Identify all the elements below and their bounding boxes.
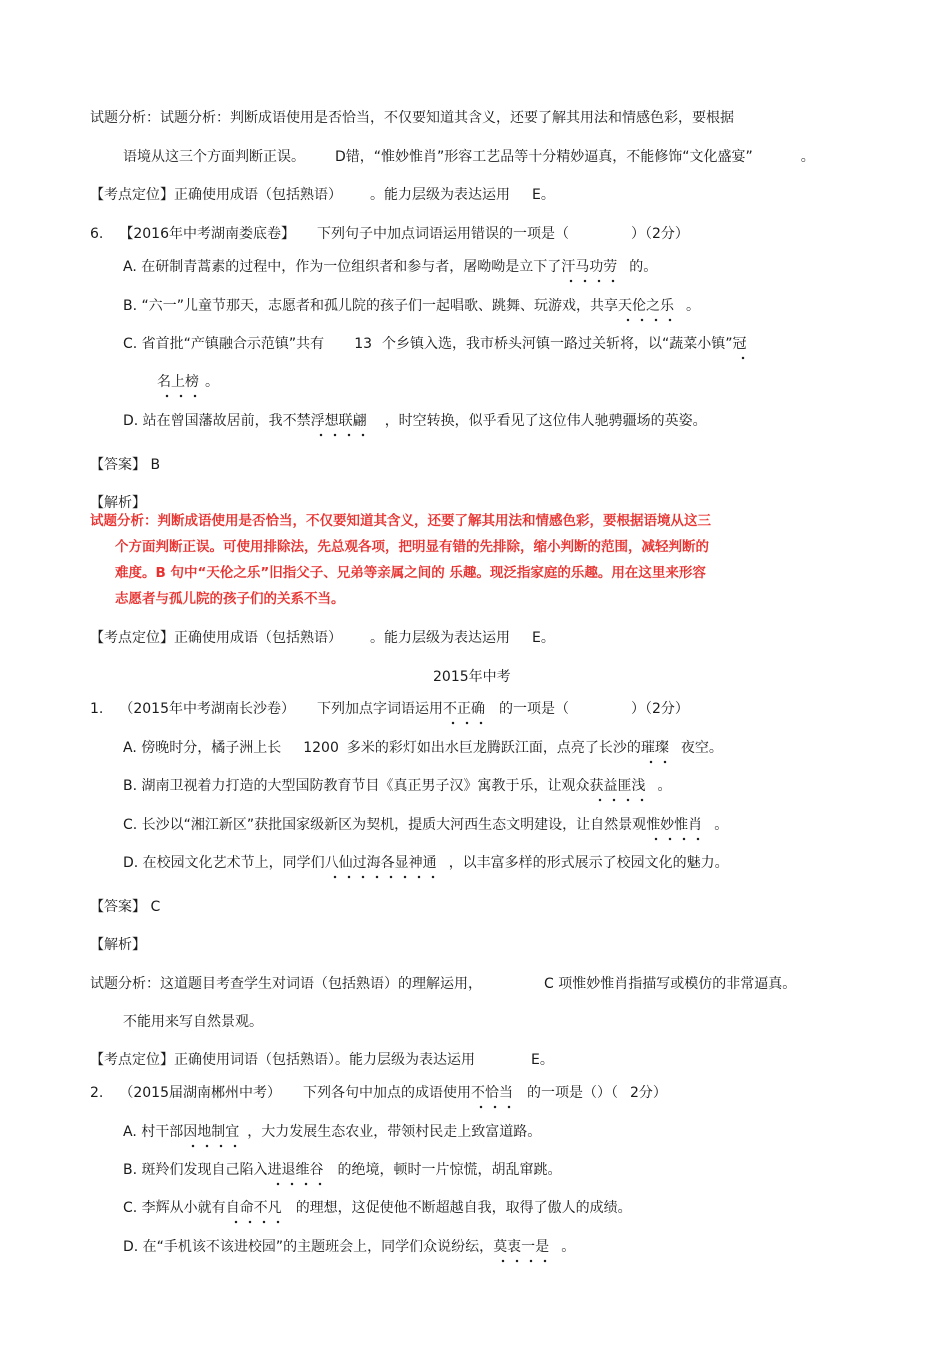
text-segment: 2分） — [630, 1085, 667, 1101]
text-segment: C. 李辉从小就有 — [123, 1200, 226, 1216]
red-analysis-line: 难度。B 句中“天伦之乐”旧指父子、兄弟等亲属之间的 乐趣。现泛指家庭的乐趣。用在这里来形容 — [115, 565, 706, 581]
analysis-text — [90, 974, 796, 994]
text-segment: 。能力层级为表达运用 — [370, 630, 510, 646]
question-number: 2. — [90, 1085, 104, 1101]
text-segment: 的一项是（）（ — [527, 1085, 618, 1101]
question-source: 【2016年中考湖南娄底卷】 — [119, 226, 295, 242]
dotted-term: 获益匪浅 — [589, 778, 646, 794]
text-segment: ，以丰富多样的形式展示了校园文化的魅力。 — [448, 855, 729, 871]
text-segment: 试题分析：这道题目考查学生对词语（包括熟语）的理解运用， — [90, 976, 482, 992]
red-analysis-line: 试题分析：判断成语使用是否恰当，不仅要知道其含义，还要了解其用法和情感色彩，要根据语境从这三 — [90, 513, 711, 529]
text-segment: ）（2分） — [631, 701, 689, 717]
text-segment: B. 斑羚们发现自己陷入 — [123, 1162, 268, 1178]
text-segment: D. 站在曾国藩故居前，我不禁 — [123, 413, 311, 429]
dotted-term: 天伦之乐 — [618, 298, 675, 314]
analysis-text — [123, 147, 815, 167]
text-segment: 的理想，这促使他不断超越自我，取得了傲人的成绩。 — [295, 1200, 632, 1216]
section-title: 2015年中考 — [433, 669, 511, 685]
text-segment: A. 村干部 — [123, 1124, 184, 1140]
text-segment: C 项惟妙惟肖指描写或模仿的非常逼真。 — [544, 976, 797, 992]
text-segment: E。 — [532, 630, 555, 646]
option-b — [123, 776, 672, 796]
text-segment: A. 傍晚时分，橘子洲上长 — [123, 740, 282, 756]
text-segment: 夜空。 — [680, 740, 723, 756]
text-segment: 语境从这三个方面判断正误。 — [123, 149, 305, 165]
dotted-term: 浮想联翩 — [310, 413, 367, 429]
option-a — [123, 1122, 541, 1142]
answer-line: 【答案】 B — [90, 457, 161, 473]
question-source: （2015届湖南郴州中考） — [119, 1085, 281, 1101]
text-segment: 。能力层级为表达运用 — [370, 187, 510, 203]
dotted-term: 因地制宜 — [183, 1124, 240, 1140]
text-segment: E。 — [532, 187, 555, 203]
text-segment: ，时空转换，似乎看见了这位伟人驰骋疆场的英姿。 — [384, 413, 707, 429]
jiexi-label: 【解析】 — [90, 495, 146, 511]
red-analysis-line: 个方面判断正误。可使用排除法，先总观各项，把明显有错的先排除，缩小判断的范围，减轻判断的 — [115, 539, 709, 555]
text-segment: E。 — [531, 1052, 554, 1068]
text-segment: 【考点定位】正确使用成语（包括熟语） — [90, 630, 342, 646]
dotted-term: 惟妙惟肖 — [646, 817, 703, 833]
text-segment: C. 省首批“产镇融合示范镇”共有 — [123, 336, 325, 352]
dotted-term: 八仙过海各显神通 — [324, 855, 437, 871]
option-d — [123, 853, 729, 873]
text-segment: 【考点定位】正确使用成语（包括熟语） — [90, 187, 342, 203]
analysis-text: 不能用来写自然景观。 — [123, 1014, 263, 1030]
option-c — [123, 815, 728, 835]
text-segment: 。 — [205, 374, 219, 390]
dotted-term: 汗马功劳 — [561, 259, 618, 275]
text-segment: 的。 — [629, 259, 658, 275]
dotted-term: 自命不凡 — [225, 1200, 282, 1216]
dotted-term: 不恰当 — [471, 1085, 513, 1101]
dotted-term: 莫衷一是 — [493, 1239, 550, 1255]
question-1-stem — [90, 699, 689, 719]
question-source: （2015年中考湖南长沙卷） — [119, 701, 295, 717]
text-segment: D. 在校园文化艺术节上，同学们 — [123, 855, 325, 871]
question-2-stem — [90, 1083, 667, 1103]
text-segment: A. 在研制青蒿素的过程中，作为一位组织者和参与者，屠呦呦是立下了 — [123, 259, 562, 275]
text-segment: 下列加点字词语运用 — [317, 701, 443, 717]
red-analysis-line: 志愿者与孤儿院的孩子们的关系不当。 — [115, 591, 345, 607]
text-segment: 的绝境，顿时一片惊慌，胡乱窜跳。 — [337, 1162, 562, 1178]
text-segment: 。 — [657, 778, 672, 794]
text-segment: B. “六一”儿童节那天，志愿者和孤儿院的孩子们一起唱歌、跳舞、玩游戏，共享 — [123, 298, 619, 314]
text-segment: C. 长沙以“湘江新区”获批国家级新区为契机，提质大河西生态文明建设，让自然景观 — [123, 817, 647, 833]
text-segment: 。 — [714, 817, 729, 833]
question-6-stem — [90, 224, 689, 244]
dotted-term: 冠 — [732, 336, 747, 352]
text-segment: 。 — [561, 1239, 576, 1255]
answer-line: 【答案】 C — [90, 899, 161, 915]
text-segment: 1200 — [303, 740, 339, 756]
option-c — [123, 334, 747, 354]
kaodian-line — [90, 628, 555, 648]
option-c-continued — [157, 372, 219, 392]
text-segment: 【考点定位】正确使用词语（包括熟语）。能力层级为表达运用 — [90, 1052, 475, 1068]
question-number: 6. — [90, 226, 104, 242]
text-segment: 下列句子中加点词语运用错误的一项是（ — [317, 226, 569, 242]
text-segment: 的一项是（ — [499, 701, 569, 717]
text-segment: B. 湖南卫视着力打造的大型国防教育节目《真正男子汉》寓教于乐，让观众 — [123, 778, 590, 794]
option-b — [123, 296, 700, 316]
text-segment: 13 — [354, 336, 373, 352]
question-number: 1. — [90, 701, 104, 717]
kaodian-line — [90, 1050, 554, 1070]
text-segment: 下列各句中加点的成语使用 — [303, 1085, 471, 1101]
option-b — [123, 1160, 562, 1180]
option-a — [123, 738, 723, 758]
option-d — [123, 411, 707, 431]
text-segment: 。 — [800, 149, 815, 165]
text-segment: ）（2分） — [631, 226, 689, 242]
text-segment: 个乡镇入选，我市桥头河镇一路过关斩将，以“蔬菜小镇” — [382, 336, 733, 352]
option-a — [123, 257, 657, 277]
dotted-term: 不正确 — [443, 701, 485, 717]
dotted-term: 进退维谷 — [267, 1162, 324, 1178]
text-segment: D错，“惟妙惟肖”形容工艺品等十分精妙逼真，不能修饰“文化盛宴” — [335, 149, 753, 165]
text-segment: 。 — [686, 298, 701, 314]
jiexi-label: 【解析】 — [90, 937, 146, 953]
option-c — [123, 1198, 632, 1218]
analysis-text: 试题分析：试题分析：判断成语使用是否恰当，不仅要知道其含义，还要了解其用法和情感色彩，要根据 — [90, 110, 734, 126]
kaodian-line — [90, 185, 555, 205]
dotted-term: 名上榜 — [157, 374, 199, 390]
option-d — [123, 1237, 575, 1257]
text-segment: 多米的彩灯如出水巨龙腾跃江面，点亮了长沙的 — [346, 740, 641, 756]
text-segment: D. 在“手机该不该进校园”的主题班会上，同学们众说纷纭， — [123, 1239, 494, 1255]
text-segment: ，大力发展生态农业，带领村民走上致富道路。 — [247, 1124, 542, 1140]
dotted-term: 璀璨 — [640, 740, 669, 756]
